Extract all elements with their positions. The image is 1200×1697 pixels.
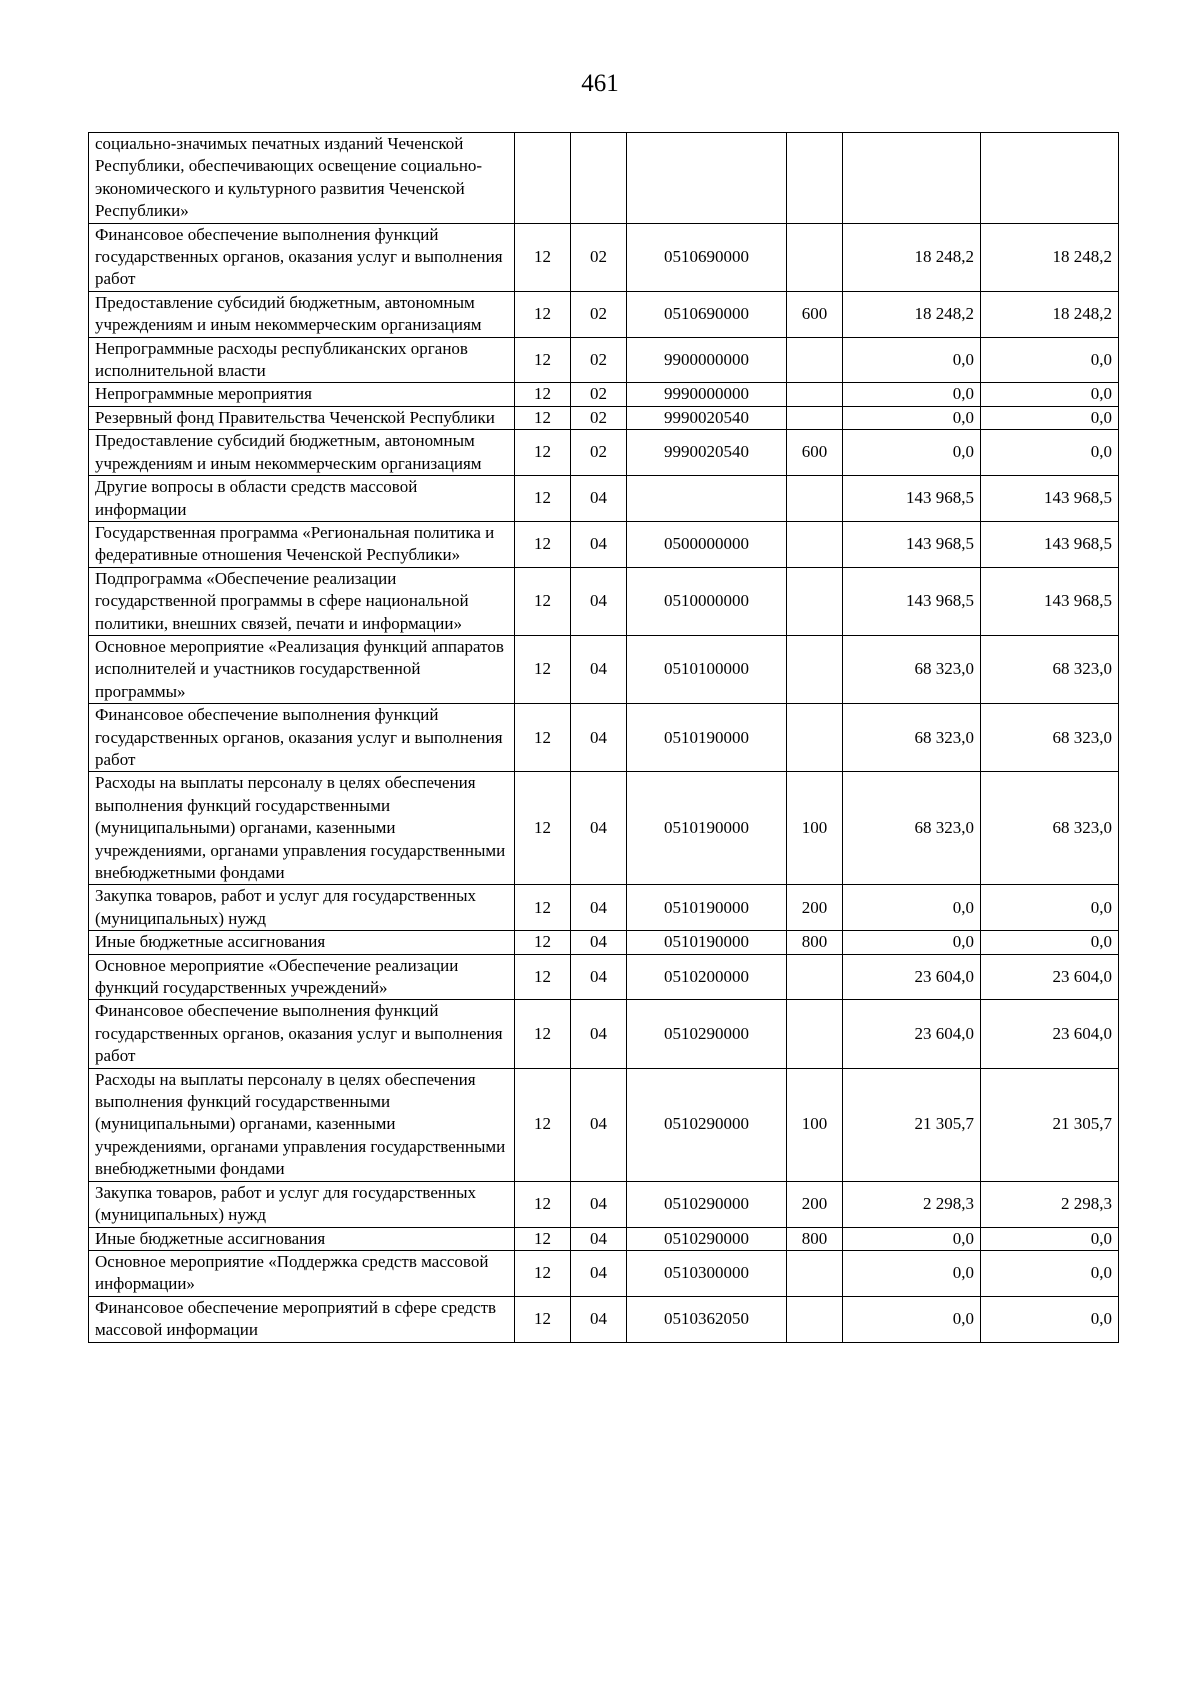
row-expense-type-cell — [787, 704, 843, 772]
row-subsection-cell: 02 — [571, 406, 627, 429]
row-target-article-cell: 0510190000 — [627, 931, 787, 954]
row-amount-1-cell: 23 604,0 — [843, 954, 981, 1000]
table-row — [89, 635, 1119, 703]
row-section-cell: 12 — [515, 476, 571, 522]
table-row — [89, 1000, 1119, 1068]
row-expense-type-cell — [787, 1296, 843, 1342]
row-subsection-cell: 04 — [571, 476, 627, 522]
row-subsection-cell: 02 — [571, 337, 627, 383]
row-subsection-cell: 04 — [571, 885, 627, 931]
row-target-article-cell: 0510100000 — [627, 635, 787, 703]
row-target-article-cell — [627, 476, 787, 522]
row-target-article-cell: 0510000000 — [627, 567, 787, 635]
row-target-article-cell: 0510290000 — [627, 1068, 787, 1181]
row-subsection-cell: 04 — [571, 567, 627, 635]
row-amount-2-cell: 0,0 — [981, 383, 1119, 406]
row-section-cell: 12 — [515, 635, 571, 703]
row-amount-2-cell: 23 604,0 — [981, 954, 1119, 1000]
row-section-cell: 12 — [515, 1250, 571, 1296]
row-amount-1-cell: 0,0 — [843, 931, 981, 954]
row-expense-type-cell: 200 — [787, 1181, 843, 1227]
row-name-cell: Основное мероприятие «Реализация функций аппаратов исполнителей и участников государственной программы» — [89, 635, 515, 703]
table-row — [89, 1227, 1119, 1250]
row-amount-2-cell: 23 604,0 — [981, 1000, 1119, 1068]
table-row — [89, 1181, 1119, 1227]
table-row — [89, 383, 1119, 406]
row-amount-1-cell: 68 323,0 — [843, 635, 981, 703]
row-target-article-cell: 0510190000 — [627, 772, 787, 885]
row-expense-type-cell — [787, 954, 843, 1000]
row-amount-2-cell: 143 968,5 — [981, 521, 1119, 567]
row-expense-type-cell — [787, 223, 843, 291]
table-row — [89, 704, 1119, 772]
row-expense-type-cell — [787, 337, 843, 383]
row-section-cell: 12 — [515, 931, 571, 954]
row-expense-type-cell — [787, 383, 843, 406]
row-amount-1-cell: 0,0 — [843, 885, 981, 931]
row-name-cell: Закупка товаров, работ и услуг для государственных (муниципальных) нужд — [89, 885, 515, 931]
row-section-cell: 12 — [515, 772, 571, 885]
row-name-cell: Непрограммные расходы республиканских органов исполнительной власти — [89, 337, 515, 383]
row-amount-1-cell: 18 248,2 — [843, 223, 981, 291]
row-expense-type-cell: 800 — [787, 931, 843, 954]
table-row — [89, 291, 1119, 337]
row-subsection-cell: 02 — [571, 223, 627, 291]
row-amount-1-cell: 2 298,3 — [843, 1181, 981, 1227]
row-target-article-cell: 9990000000 — [627, 383, 787, 406]
row-name-cell: Предоставление субсидий бюджетным, автономным учреждениям и иным некоммерческим организациям — [89, 430, 515, 476]
table-row — [89, 223, 1119, 291]
row-name-cell: Другие вопросы в области средств массовой информации — [89, 476, 515, 522]
row-subsection-cell: 04 — [571, 1000, 627, 1068]
row-target-article-cell: 0510690000 — [627, 223, 787, 291]
row-section-cell: 12 — [515, 1181, 571, 1227]
row-expense-type-cell — [787, 635, 843, 703]
row-amount-2-cell: 0,0 — [981, 885, 1119, 931]
row-subsection-cell: 04 — [571, 1250, 627, 1296]
row-subsection-cell: 02 — [571, 430, 627, 476]
row-expense-type-cell: 200 — [787, 885, 843, 931]
row-section-cell: 12 — [515, 406, 571, 429]
table-row — [89, 521, 1119, 567]
row-amount-1-cell: 68 323,0 — [843, 704, 981, 772]
row-target-article-cell: 0510690000 — [627, 291, 787, 337]
row-name-cell: Финансовое обеспечение выполнения функций государственных органов, оказания услуг и выполнения работ — [89, 704, 515, 772]
row-name-cell: Финансовое обеспечение выполнения функций государственных органов, оказания услуг и выполнения работ — [89, 1000, 515, 1068]
row-name-cell: Непрограммные мероприятия — [89, 383, 515, 406]
row-subsection-cell: 02 — [571, 291, 627, 337]
row-amount-1-cell: 143 968,5 — [843, 521, 981, 567]
row-section-cell: 12 — [515, 383, 571, 406]
row-amount-2-cell: 0,0 — [981, 1227, 1119, 1250]
row-target-article-cell: 0510290000 — [627, 1227, 787, 1250]
row-expense-type-cell: 600 — [787, 430, 843, 476]
budget-table — [88, 132, 1119, 1343]
row-section-cell: 12 — [515, 223, 571, 291]
row-expense-type-cell: 800 — [787, 1227, 843, 1250]
row-section-cell: 12 — [515, 430, 571, 476]
table-row — [89, 567, 1119, 635]
row-subsection-cell: 04 — [571, 1181, 627, 1227]
table-row — [89, 772, 1119, 885]
row-expense-type-cell — [787, 567, 843, 635]
row-amount-1-cell: 18 248,2 — [843, 291, 981, 337]
table-row — [89, 954, 1119, 1000]
row-target-article-cell: 0510200000 — [627, 954, 787, 1000]
row-name-cell: Финансовое обеспечение мероприятий в сфере средств массовой информации — [89, 1296, 515, 1342]
row-amount-2-cell — [981, 133, 1119, 224]
row-section-cell: 12 — [515, 567, 571, 635]
row-target-article-cell: 0510290000 — [627, 1000, 787, 1068]
table-row — [89, 1250, 1119, 1296]
row-amount-2-cell: 68 323,0 — [981, 772, 1119, 885]
row-expense-type-cell — [787, 1250, 843, 1296]
row-section-cell: 12 — [515, 1227, 571, 1250]
row-amount-2-cell: 0,0 — [981, 337, 1119, 383]
row-name-cell: Предоставление субсидий бюджетным, автономным учреждениям и иным некоммерческим организациям — [89, 291, 515, 337]
table-row — [89, 476, 1119, 522]
row-target-article-cell: 0510190000 — [627, 885, 787, 931]
table-row — [89, 1296, 1119, 1342]
row-amount-1-cell: 0,0 — [843, 383, 981, 406]
row-amount-1-cell: 0,0 — [843, 406, 981, 429]
row-section-cell: 12 — [515, 704, 571, 772]
row-name-cell: Расходы на выплаты персоналу в целях обеспечения выполнения функций государственными (муниципальными) органами, казенными учреждениями, органами управления государственными внебюджетными фондами — [89, 1068, 515, 1181]
row-expense-type-cell: 100 — [787, 1068, 843, 1181]
row-target-article-cell — [627, 133, 787, 224]
row-expense-type-cell — [787, 1000, 843, 1068]
row-name-cell: Финансовое обеспечение выполнения функций государственных органов, оказания услуг и выполнения работ — [89, 223, 515, 291]
row-amount-2-cell: 143 968,5 — [981, 567, 1119, 635]
row-amount-2-cell: 0,0 — [981, 1296, 1119, 1342]
row-amount-2-cell: 18 248,2 — [981, 291, 1119, 337]
row-amount-2-cell: 18 248,2 — [981, 223, 1119, 291]
row-target-article-cell: 0510362050 — [627, 1296, 787, 1342]
row-name-cell: Основное мероприятие «Обеспечение реализации функций государственных учреждений» — [89, 954, 515, 1000]
row-expense-type-cell — [787, 521, 843, 567]
row-expense-type-cell — [787, 133, 843, 224]
row-subsection-cell — [571, 133, 627, 224]
row-amount-1-cell: 143 968,5 — [843, 476, 981, 522]
row-name-cell: Резервный фонд Правительства Чеченской Республики — [89, 406, 515, 429]
row-subsection-cell: 04 — [571, 704, 627, 772]
row-amount-2-cell: 0,0 — [981, 931, 1119, 954]
page-number: 461 — [581, 70, 619, 97]
row-amount-2-cell: 0,0 — [981, 430, 1119, 476]
row-amount-1-cell: 143 968,5 — [843, 567, 981, 635]
row-target-article-cell: 0510290000 — [627, 1181, 787, 1227]
row-target-article-cell: 9990020540 — [627, 406, 787, 429]
row-target-article-cell: 0510300000 — [627, 1250, 787, 1296]
table-row — [89, 406, 1119, 429]
table-row — [89, 133, 1119, 224]
row-expense-type-cell — [787, 406, 843, 429]
row-expense-type-cell: 600 — [787, 291, 843, 337]
row-name-cell: социально-значимых печатных изданий Чеченской Республики, обеспечивающих освещение социально-экономического и культурного развития Чеченской Республики» — [89, 133, 515, 224]
row-name-cell: Государственная программа «Региональная политика и федеративные отношения Чеченской Республики» — [89, 521, 515, 567]
row-subsection-cell: 04 — [571, 521, 627, 567]
row-name-cell: Основное мероприятие «Поддержка средств массовой информации» — [89, 1250, 515, 1296]
row-section-cell: 12 — [515, 521, 571, 567]
row-subsection-cell: 02 — [571, 383, 627, 406]
row-target-article-cell: 0510190000 — [627, 704, 787, 772]
row-amount-1-cell: 0,0 — [843, 430, 981, 476]
row-name-cell: Иные бюджетные ассигнования — [89, 1227, 515, 1250]
row-expense-type-cell: 100 — [787, 772, 843, 885]
row-amount-1-cell — [843, 133, 981, 224]
row-section-cell: 12 — [515, 885, 571, 931]
row-amount-2-cell: 68 323,0 — [981, 704, 1119, 772]
row-amount-1-cell: 0,0 — [843, 1296, 981, 1342]
row-amount-1-cell: 0,0 — [843, 1250, 981, 1296]
table-row — [89, 885, 1119, 931]
row-subsection-cell: 04 — [571, 772, 627, 885]
row-target-article-cell: 9990020540 — [627, 430, 787, 476]
row-target-article-cell: 0500000000 — [627, 521, 787, 567]
table-row — [89, 430, 1119, 476]
row-section-cell: 12 — [515, 1296, 571, 1342]
row-amount-2-cell: 68 323,0 — [981, 635, 1119, 703]
row-amount-1-cell: 23 604,0 — [843, 1000, 981, 1068]
row-subsection-cell: 04 — [571, 1296, 627, 1342]
row-amount-2-cell: 0,0 — [981, 406, 1119, 429]
row-subsection-cell: 04 — [571, 1227, 627, 1250]
budget-table-body — [89, 133, 1119, 1343]
row-amount-2-cell: 21 305,7 — [981, 1068, 1119, 1181]
row-amount-1-cell: 21 305,7 — [843, 1068, 981, 1181]
row-amount-2-cell: 0,0 — [981, 1250, 1119, 1296]
row-section-cell: 12 — [515, 291, 571, 337]
row-name-cell: Расходы на выплаты персоналу в целях обеспечения выполнения функций государственными (муниципальными) органами, казенными учреждениями, органами управления государственными внебюджетными фондами — [89, 772, 515, 885]
table-row — [89, 337, 1119, 383]
table-row — [89, 931, 1119, 954]
row-name-cell: Закупка товаров, работ и услуг для государственных (муниципальных) нужд — [89, 1181, 515, 1227]
row-section-cell: 12 — [515, 337, 571, 383]
row-subsection-cell: 04 — [571, 954, 627, 1000]
row-amount-2-cell: 143 968,5 — [981, 476, 1119, 522]
row-amount-1-cell: 0,0 — [843, 1227, 981, 1250]
row-target-article-cell: 9900000000 — [627, 337, 787, 383]
row-name-cell: Подпрограмма «Обеспечение реализации государственной программы в сфере национальной политики, внешних связей, печати и информации» — [89, 567, 515, 635]
row-section-cell — [515, 133, 571, 224]
row-name-cell: Иные бюджетные ассигнования — [89, 931, 515, 954]
row-section-cell: 12 — [515, 1068, 571, 1181]
table-row — [89, 1068, 1119, 1181]
row-subsection-cell: 04 — [571, 635, 627, 703]
row-amount-1-cell: 68 323,0 — [843, 772, 981, 885]
row-section-cell: 12 — [515, 1000, 571, 1068]
row-subsection-cell: 04 — [571, 931, 627, 954]
row-expense-type-cell — [787, 476, 843, 522]
row-amount-1-cell: 0,0 — [843, 337, 981, 383]
row-amount-2-cell: 2 298,3 — [981, 1181, 1119, 1227]
row-section-cell: 12 — [515, 954, 571, 1000]
row-subsection-cell: 04 — [571, 1068, 627, 1181]
